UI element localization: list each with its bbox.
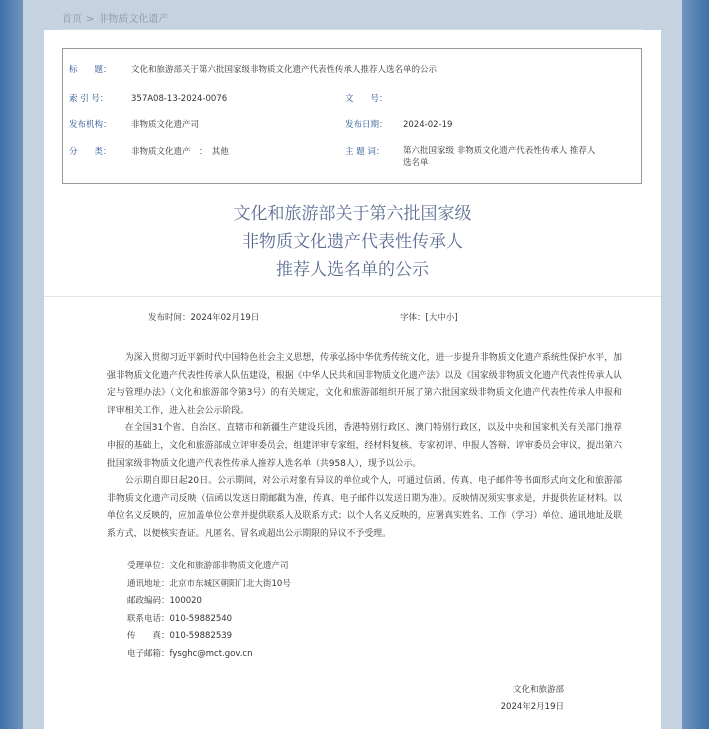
date-label: 发布日期： <box>345 120 388 130</box>
contact-row <box>127 558 291 576</box>
contact-value: 100020 <box>169 596 202 606</box>
breadcrumb-separator: > <box>86 14 95 25</box>
contact-label: 电子邮箱： <box>127 648 170 659</box>
index-value: 357A08-13-2024-0076 <box>131 94 228 104</box>
publish-time: 发布时间：2024年02月19日 <box>148 313 260 323</box>
contact-value: 010-59882540 <box>169 613 233 624</box>
subject-label: 主 题 词： <box>345 147 385 157</box>
contact-row <box>127 576 291 594</box>
document-info-box <box>62 48 642 184</box>
contact-row <box>127 611 291 629</box>
contact-label: 通讯地址： <box>127 578 170 589</box>
category-label: 分 类： <box>69 147 112 157</box>
email-link[interactable]: fysghc@mct.gov.cn <box>169 648 253 659</box>
signature <box>501 682 564 716</box>
contact-label: 邮政编码： <box>127 596 170 606</box>
date-value: 2024-02-19 <box>403 120 453 130</box>
paragraph: 公示期自即日起20日。公示期间，对公示对象有异议的单位或个人，可通过信函、传真、电子邮件等书面形式向文化和旅游部非物质文化遗产司反映（信函以发送日期邮戳为准，传真、电子邮件以发送日期为准）。反映情况须实事求是，并提供佐证材料。以单位名义反映的，应加盖单位公章并提供联系人及联系方式；以个人名义反映的，应署真实姓名、工作（学习）单位、通讯地址及联系方式，以便核实查证。凡匿名、冒名或超出公示期限的异议不予受理。 <box>107 476 622 539</box>
font-size-control <box>400 311 458 323</box>
title-label: 标 题： <box>69 65 112 75</box>
breadcrumb-home-link[interactable]: 首页 <box>62 14 82 25</box>
contact-label: 联系电话： <box>127 613 170 624</box>
contact-info <box>127 558 291 663</box>
breadcrumb-current-link[interactable]: 非物质文化遗产 <box>98 14 169 25</box>
contact-row <box>127 628 291 646</box>
org-label: 发布机构： <box>69 120 112 130</box>
contact-row <box>127 646 291 664</box>
title-line: 非物质文化遗产代表性传承人 <box>242 232 463 252</box>
subject-value: 第六批国家级 非物质文化遗产代表性传承人 推荐人选名单 <box>403 146 596 168</box>
signature-org: 文化和旅游部 <box>512 685 564 695</box>
article-body <box>107 350 622 544</box>
docno-label: 文 号： <box>345 94 388 104</box>
contact-label: 传 真： <box>127 631 170 641</box>
title-line: 推荐人选名单的公示 <box>276 260 429 280</box>
font-size-label: 字体： <box>400 313 426 323</box>
breadcrumb <box>62 10 168 25</box>
title-value: 文化和旅游部关于第六批国家级非物质文化遗产代表性传承人推荐人选名单的公示 <box>131 65 438 75</box>
contact-value: 010-59882539 <box>169 631 233 641</box>
contact-label: 受理单位： <box>127 561 170 571</box>
contact-row <box>127 593 291 611</box>
contact-value: 文化和旅游部非物质文化遗产司 <box>169 561 289 571</box>
paragraph: 为深入贯彻习近平新时代中国特色社会主义思想，传承弘扬中华优秀传统文化，进一步提升非物质文化遗产系统性保护水平，加强非物质文化遗产代表性传承人队伍建设，根据《中华人民共和国非物质文化遗产法》以及《国家级非物质文化遗产代表性传承人认定与管理办法》（文化和旅游部令第3号）的有关规定，文化和旅游部组织开展了第六批国家级非物质文化遗产代表性传承人申报和评审相关工作，进入社会公示阶段。 <box>107 353 622 416</box>
org-value: 非物质文化遗产司 <box>131 120 200 130</box>
paragraph: 在全国31个省、自治区、直辖市和新疆生产建设兵团，香港特别行政区、澳门特别行政区，以及中央和国家机关有关部门推荐申报的基础上，文化和旅游部成立评审委员会，组建评审专家组，经材料复核、专家初评、申报人答辩、评审委员会审议，提出第六批国家级非物质文化遗产代表性传承人推荐人选名单（共958人），现予以公示。 <box>107 423 622 469</box>
divider <box>44 296 661 297</box>
category-value: 非物质文化遗产 ： 其他 <box>131 147 229 157</box>
index-label: 索 引 号： <box>69 94 109 104</box>
signature-date: 2024年2月19日 <box>500 702 564 712</box>
article-title <box>44 200 661 284</box>
contact-value: 北京市东城区朝阳门北大街10号 <box>169 578 291 589</box>
title-line: 文化和旅游部关于第六批国家级 <box>233 204 472 224</box>
font-size-options[interactable]: [大中小] <box>425 313 458 323</box>
